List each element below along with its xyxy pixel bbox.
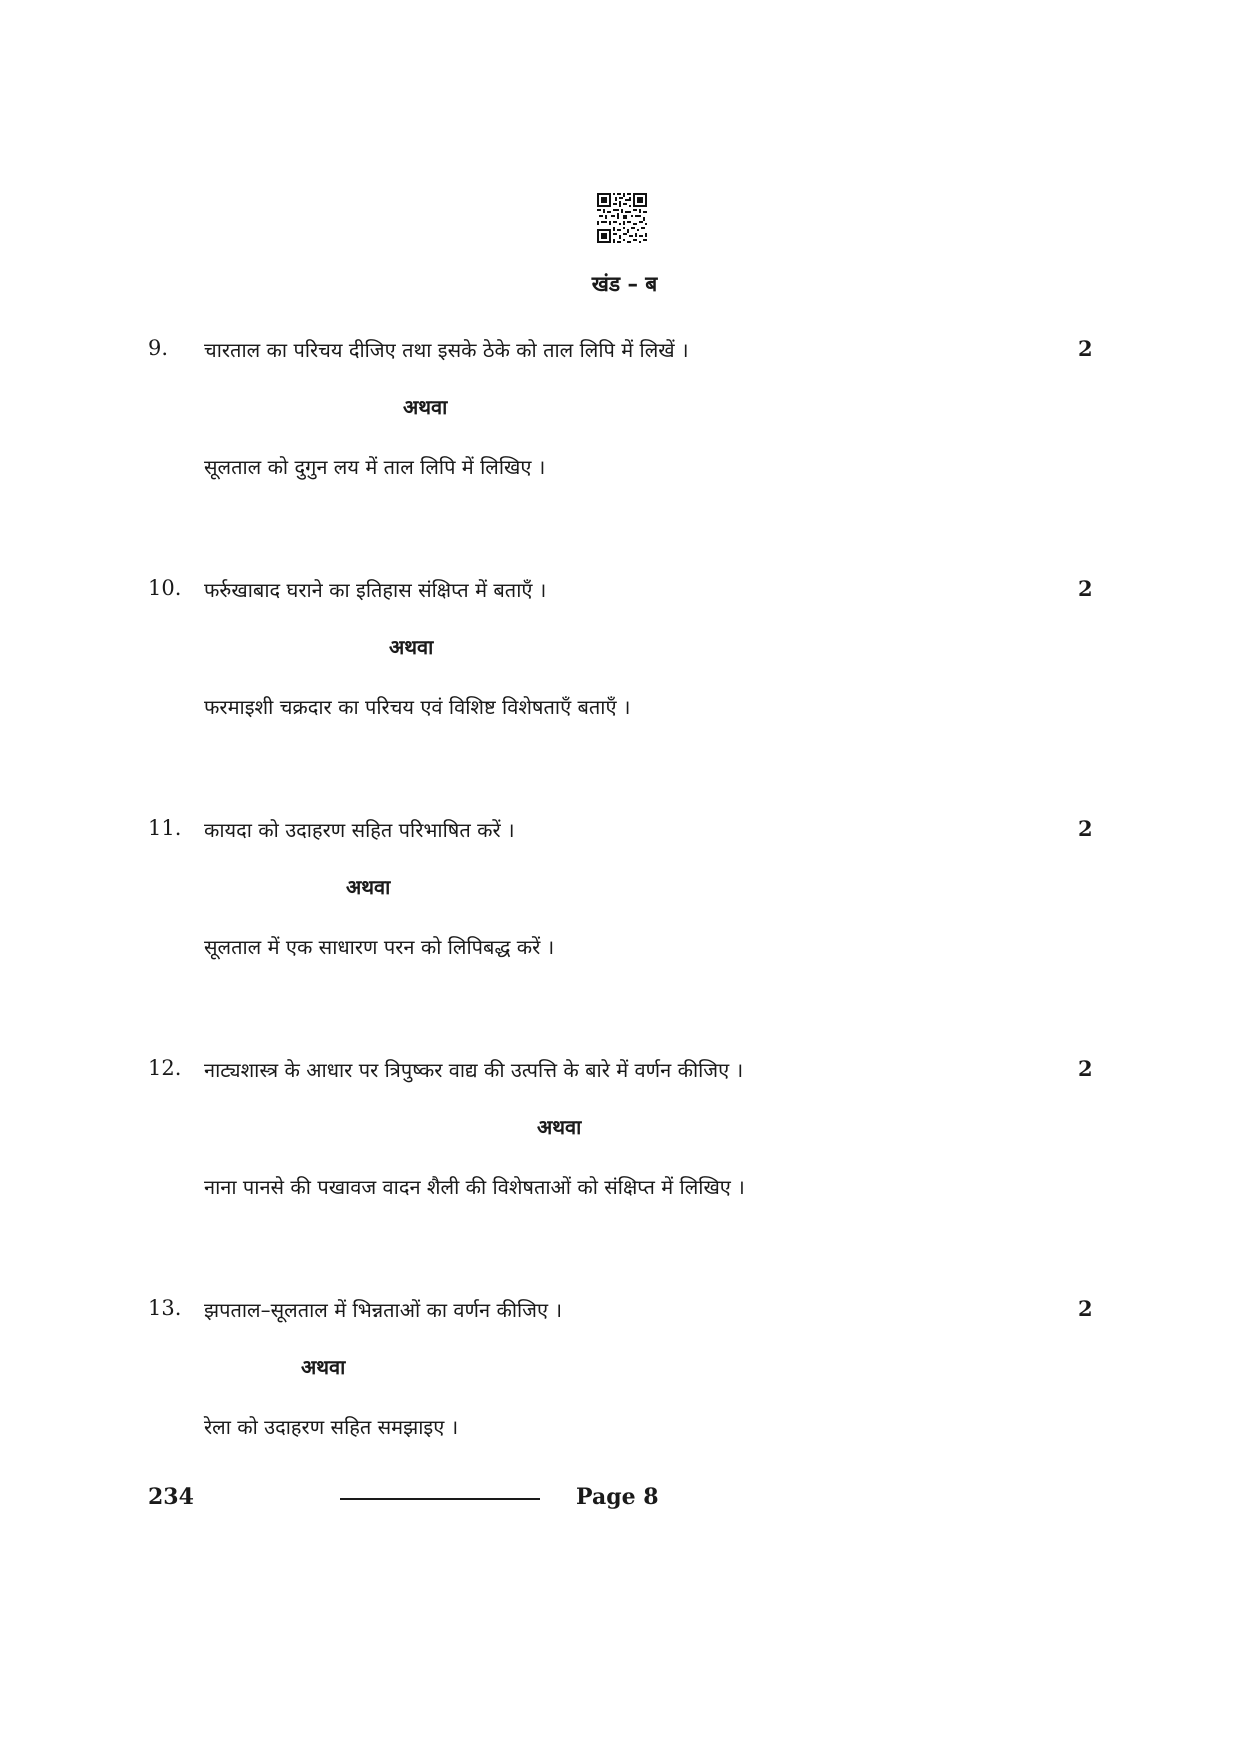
question-marks: 2 xyxy=(1078,1056,1093,1081)
qr-code xyxy=(597,193,647,243)
or-label: अथवा xyxy=(346,875,391,899)
question-11 xyxy=(0,816,1241,1016)
question-12 xyxy=(0,1056,1241,1256)
or-label: अथवा xyxy=(403,395,448,419)
or-label: अथवा xyxy=(389,635,434,659)
alternative-question-text: नाना पानसे की पखावज वादन शैली की विशेषताओं को संक्षिप्त में लिखिए । xyxy=(204,1175,745,1199)
or-label: अथवा xyxy=(301,1355,346,1379)
section-heading: खंड – ब xyxy=(591,272,658,296)
page-number: Page 8 xyxy=(576,1484,659,1510)
question-text: नाट्यशास्त्र के आधार पर त्रिपुष्कर वाद्य की उत्पत्ति के बारे में वर्णन कीजिए । xyxy=(204,1058,744,1082)
question-marks: 2 xyxy=(1078,1296,1093,1321)
footer-divider xyxy=(340,1498,540,1500)
question-text: फर्रुखाबाद घराने का इतिहास संक्षिप्त में बताएँ । xyxy=(204,578,547,602)
question-13 xyxy=(0,1296,1241,1496)
paper-code: 234 xyxy=(148,1484,194,1510)
or-label: अथवा xyxy=(537,1115,582,1139)
alternative-question-text: सूलताल में एक साधारण परन को लिपिबद्ध करें । xyxy=(204,935,555,959)
question-marks: 2 xyxy=(1078,576,1093,601)
page-footer xyxy=(0,1484,1241,1524)
question-number: 10. xyxy=(148,576,182,600)
alternative-question-text: फरमाइशी चक्रदार का परिचय एवं विशिष्ट विशेषताएँ बताएँ । xyxy=(204,695,631,719)
question-number: 13. xyxy=(148,1296,182,1320)
question-marks: 2 xyxy=(1078,816,1093,841)
question-10 xyxy=(0,576,1241,776)
question-marks: 2 xyxy=(1078,336,1093,361)
question-number: 12. xyxy=(148,1056,182,1080)
question-number: 9. xyxy=(148,336,169,360)
question-text: चारताल का परिचय दीजिए तथा इसके ठेके को ताल लिपि में लिखें । xyxy=(204,338,689,362)
question-text: झपताल–सूलताल में भिन्नताओं का वर्णन कीजिए । xyxy=(204,1298,563,1322)
question-number: 11. xyxy=(148,816,182,840)
question-9 xyxy=(0,336,1241,536)
alternative-question-text: रेला को उदाहरण सहित समझाइए । xyxy=(204,1415,459,1439)
alternative-question-text: सूलताल को दुगुन लय में ताल लिपि में लिखिए । xyxy=(204,455,546,479)
question-text: कायदा को उदाहरण सहित परिभाषित करें । xyxy=(204,818,515,842)
